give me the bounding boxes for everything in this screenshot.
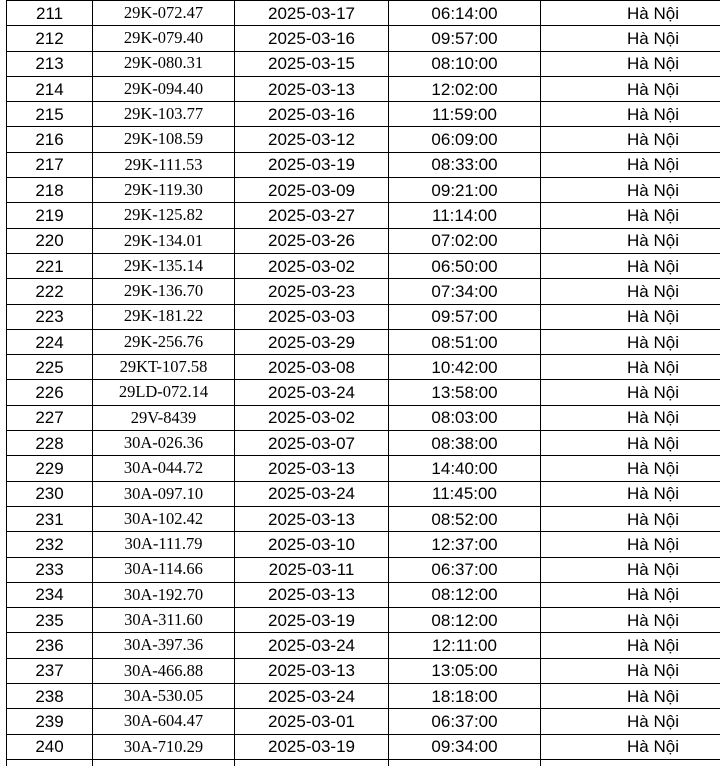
violation-date-cell: 2025-03-10 [235,532,389,557]
violations-table-body [7,1,720,766]
table-row [7,709,720,734]
violation-time-cell: 07:34:00 [389,279,541,304]
violation-time-cell: 08:51:00 [389,329,541,354]
table-row [7,203,720,228]
table-row [7,279,720,304]
violation-date-cell: 2025-03-09 [235,178,389,203]
city-text: Hà Nội [627,661,679,681]
violation-date-cell: 2025-03-13 [235,658,389,683]
license-plate-cell: 29K-072.47 [93,1,235,26]
city-cell [541,178,720,203]
license-plate-cell: 30A-604.47 [93,709,235,734]
violation-time-cell: 12:37:00 [389,532,541,557]
violation-date-cell: 2025-03-13 [235,76,389,101]
violation-date-cell: 2025-03-19 [235,152,389,177]
violation-date-cell: 2025-03-16 [235,26,389,51]
violation-time-cell: 06:37:00 [389,709,541,734]
city-cell [541,734,720,759]
city-cell [541,431,720,456]
table-row [7,431,720,456]
violation-time-cell: 11:45:00 [389,481,541,506]
city-text: Hà Nội [627,458,679,478]
city-text: Hà Nội [627,231,679,251]
table-row [7,506,720,531]
city-cell [541,506,720,531]
table-row [7,329,720,354]
violation-date-cell: 2025-03-01 [235,709,389,734]
table-row [7,253,720,278]
city-cell [541,355,720,380]
city-cell [541,152,720,177]
violation-date-cell: 2025-03-13 [235,456,389,481]
empty-cell [93,759,235,766]
license-plate-cell: 30A-397.36 [93,633,235,658]
license-plate-cell: 29KT-107.58 [93,355,235,380]
row-number-cell: 223 [7,304,93,329]
table-row [7,26,720,51]
violation-date-cell: 2025-03-13 [235,506,389,531]
row-number-cell: 234 [7,582,93,607]
violation-time-cell: 09:57:00 [389,26,541,51]
city-text: Hà Nội [627,509,679,529]
table-row [7,557,720,582]
violation-date-cell: 2025-03-26 [235,228,389,253]
city-cell [541,633,720,658]
table-row [7,178,720,203]
table-row [7,633,720,658]
table-row [7,684,720,709]
city-cell [541,253,720,278]
city-text: Hà Nội [627,636,679,656]
license-plate-cell: 30A-097.10 [93,481,235,506]
row-number-cell: 215 [7,102,93,127]
license-plate-cell: 29K-136.70 [93,279,235,304]
violation-date-cell: 2025-03-24 [235,633,389,658]
row-number-cell: 213 [7,51,93,76]
row-number-cell: 230 [7,481,93,506]
city-text: Hà Nội [627,130,679,150]
violation-time-cell: 11:59:00 [389,102,541,127]
license-plate-cell: 30A-044.72 [93,456,235,481]
row-number-cell: 232 [7,532,93,557]
license-plate-cell: 29V-8439 [93,405,235,430]
city-text: Hà Nội [627,332,679,352]
table-row-cutoff [7,759,720,766]
row-number-cell: 224 [7,329,93,354]
city-cell [541,51,720,76]
city-text: Hà Nội [627,686,679,706]
city-text: Hà Nội [627,54,679,74]
row-number-cell: 236 [7,633,93,658]
license-plate-cell: 30A-114.66 [93,557,235,582]
row-number-cell: 225 [7,355,93,380]
license-plate-cell: 29K-256.76 [93,329,235,354]
license-plate-cell: 29K-125.82 [93,203,235,228]
city-text: Hà Nội [627,281,679,301]
table-row [7,734,720,759]
row-number-cell: 238 [7,684,93,709]
violation-time-cell: 08:52:00 [389,506,541,531]
license-plate-cell: 29K-103.77 [93,102,235,127]
violation-time-cell: 11:14:00 [389,203,541,228]
violation-time-cell: 09:57:00 [389,304,541,329]
violation-time-cell: 08:12:00 [389,582,541,607]
table-row [7,658,720,683]
city-text: Hà Nội [627,3,679,23]
violation-time-cell: 13:05:00 [389,658,541,683]
city-text: Hà Nội [627,307,679,327]
city-cell [541,608,720,633]
table-row [7,102,720,127]
violation-time-cell: 18:18:00 [389,684,541,709]
license-plate-cell: 29K-134.01 [93,228,235,253]
license-plate-cell: 30A-530.05 [93,684,235,709]
violation-time-cell: 06:50:00 [389,253,541,278]
license-plate-cell: 30A-026.36 [93,431,235,456]
violation-date-cell: 2025-03-08 [235,355,389,380]
violation-date-cell: 2025-03-29 [235,329,389,354]
violation-time-cell: 13:58:00 [389,380,541,405]
table-row [7,76,720,101]
city-cell [541,405,720,430]
violation-date-cell: 2025-03-07 [235,431,389,456]
table-row [7,127,720,152]
violation-date-cell: 2025-03-02 [235,405,389,430]
city-text: Hà Nội [627,560,679,580]
city-cell [541,582,720,607]
violations-table [6,0,720,766]
violation-time-cell: 08:10:00 [389,51,541,76]
violation-date-cell: 2025-03-24 [235,481,389,506]
violation-date-cell: 2025-03-23 [235,279,389,304]
city-cell [541,203,720,228]
row-number-cell: 233 [7,557,93,582]
row-number-cell: 214 [7,76,93,101]
city-text: Hà Nội [627,256,679,276]
row-number-cell: 218 [7,178,93,203]
city-cell [541,26,720,51]
violation-time-cell: 08:12:00 [389,608,541,633]
row-number-cell: 211 [7,1,93,26]
table-row [7,228,720,253]
license-plate-cell: 29K-080.31 [93,51,235,76]
license-plate-cell: 30A-111.79 [93,532,235,557]
table-row [7,304,720,329]
city-cell [541,557,720,582]
city-cell [541,127,720,152]
city-cell [541,380,720,405]
table-row [7,355,720,380]
license-plate-cell: 30A-311.60 [93,608,235,633]
city-text: Hà Nội [627,79,679,99]
license-plate-cell: 29K-111.53 [93,152,235,177]
city-text: Hà Nội [627,408,679,428]
city-cell [541,102,720,127]
city-cell [541,658,720,683]
row-number-cell: 228 [7,431,93,456]
license-plate-cell: 30A-102.42 [93,506,235,531]
city-text: Hà Nội [627,711,679,731]
violation-date-cell: 2025-03-17 [235,1,389,26]
violation-date-cell: 2025-03-11 [235,557,389,582]
violation-time-cell: 12:11:00 [389,633,541,658]
violation-date-cell: 2025-03-02 [235,253,389,278]
city-cell [541,228,720,253]
license-plate-cell: 30A-466.88 [93,658,235,683]
row-number-cell: 221 [7,253,93,278]
violation-time-cell: 12:02:00 [389,76,541,101]
table-row [7,608,720,633]
city-cell [541,709,720,734]
city-cell [541,481,720,506]
empty-cell [389,759,541,766]
row-number-cell: 222 [7,279,93,304]
license-plate-cell: 30A-710.29 [93,734,235,759]
city-text: Hà Nội [627,104,679,124]
city-text: Hà Nội [627,610,679,630]
table-row [7,1,720,26]
row-number-cell: 229 [7,456,93,481]
license-plate-cell: 29K-135.14 [93,253,235,278]
license-plate-cell: 29K-119.30 [93,178,235,203]
city-text: Hà Nội [627,737,679,757]
empty-cell [7,759,93,766]
city-text: Hà Nội [627,180,679,200]
license-plate-cell: 29LD-072.14 [93,380,235,405]
violation-time-cell: 06:09:00 [389,127,541,152]
row-number-cell: 217 [7,152,93,177]
row-number-cell: 240 [7,734,93,759]
city-text: Hà Nội [627,155,679,175]
license-plate-cell: 30A-192.70 [93,582,235,607]
table-row [7,582,720,607]
table-row [7,481,720,506]
violation-time-cell: 09:34:00 [389,734,541,759]
violation-time-cell: 06:37:00 [389,557,541,582]
city-text: Hà Nội [627,383,679,403]
row-number-cell: 212 [7,26,93,51]
violation-time-cell: 07:02:00 [389,228,541,253]
city-cell [541,279,720,304]
city-text: Hà Nội [627,28,679,48]
license-plate-cell: 29K-108.59 [93,127,235,152]
violation-date-cell: 2025-03-03 [235,304,389,329]
violation-date-cell: 2025-03-19 [235,608,389,633]
table-row [7,152,720,177]
violation-date-cell: 2025-03-24 [235,684,389,709]
row-number-cell: 237 [7,658,93,683]
table-row [7,51,720,76]
city-text: Hà Nội [627,585,679,605]
row-number-cell: 239 [7,709,93,734]
license-plate-cell: 29K-094.40 [93,76,235,101]
city-text: Hà Nội [627,484,679,504]
row-number-cell: 231 [7,506,93,531]
table-row [7,456,720,481]
violation-date-cell: 2025-03-16 [235,102,389,127]
table-row [7,405,720,430]
table-row [7,380,720,405]
violation-date-cell: 2025-03-15 [235,51,389,76]
violation-time-cell: 08:38:00 [389,431,541,456]
violation-date-cell: 2025-03-13 [235,582,389,607]
row-number-cell: 219 [7,203,93,228]
empty-cell [541,759,720,766]
city-text: Hà Nội [627,433,679,453]
violation-time-cell: 06:14:00 [389,1,541,26]
table-row [7,532,720,557]
violation-time-cell: 08:33:00 [389,152,541,177]
city-cell [541,456,720,481]
violation-time-cell: 10:42:00 [389,355,541,380]
license-plate-cell: 29K-079.40 [93,26,235,51]
violation-time-cell: 08:03:00 [389,405,541,430]
violation-time-cell: 09:21:00 [389,178,541,203]
city-cell [541,304,720,329]
city-cell [541,76,720,101]
violation-time-cell: 14:40:00 [389,456,541,481]
empty-cell [235,759,389,766]
city-text: Hà Nội [627,534,679,554]
violation-date-cell: 2025-03-19 [235,734,389,759]
violation-date-cell: 2025-03-27 [235,203,389,228]
violation-date-cell: 2025-03-12 [235,127,389,152]
city-cell [541,684,720,709]
city-text: Hà Nội [627,206,679,226]
city-cell [541,329,720,354]
city-cell [541,532,720,557]
row-number-cell: 227 [7,405,93,430]
city-text: Hà Nội [627,357,679,377]
document-page [6,0,720,766]
row-number-cell: 226 [7,380,93,405]
row-number-cell: 235 [7,608,93,633]
license-plate-cell: 29K-181.22 [93,304,235,329]
city-cell [541,1,720,26]
row-number-cell: 220 [7,228,93,253]
row-number-cell: 216 [7,127,93,152]
violation-date-cell: 2025-03-24 [235,380,389,405]
